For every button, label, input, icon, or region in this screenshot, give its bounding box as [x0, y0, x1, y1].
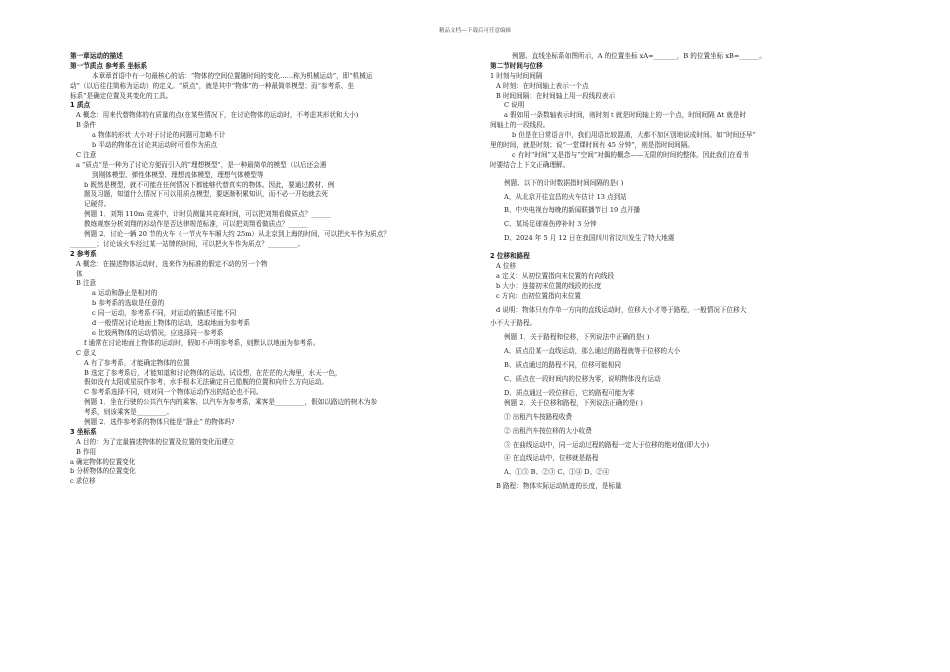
left-text-line: A 概念：用来代替物体的有质量的点(在某些情况下，在讨论物体的运动时，不考虑其形状和大小): [76, 111, 359, 120]
left-text-line: 本章章首语中有一句最核心的话：“物体的空间位置随时间的变化……称为机械运动”，即“机械运: [92, 71, 373, 80]
page-header: 精品文档---下载后可任意编辑: [439, 28, 511, 34]
spacer: [490, 171, 910, 179]
right-text-line: B 时间间隔：在时间轴上用一段线段表示: [496, 91, 616, 100]
left-text-line: A 有了参考系，才能确定物体的位置: [84, 358, 190, 367]
left-text-line: C 注意: [76, 150, 97, 159]
left-text-line: a 物体的形状 大小对于讨论的问题可忽略不计: [92, 131, 226, 140]
left-text-line: A 概念：在描述物体运动时，选来作为标准的假定不动的另一个物: [76, 259, 268, 268]
right-heading: 2 位移和路程: [490, 252, 530, 261]
left-text-line: a 确定物体的位置变化: [70, 457, 136, 466]
left-text-line: f 通常在讨论地面上物体的运动时，假如不声明参考系，则默认以地面为参考系。: [84, 338, 320, 347]
right-text-line: ④ 在直线运动中，位移就是路程: [504, 454, 599, 463]
left-text-line: 体: [76, 269, 83, 278]
left-text-line: d 一般情况讨论地面上物体的运动，选取地面为参考系: [92, 319, 250, 328]
left-text-line: b 平动的物体在讨论其运动时可看作为质点: [92, 141, 218, 150]
left-column: [70, 52, 470, 487]
left-text-line: 动”（以后往往简称为运动）的定义。“质点”，就是其中“物体”的一种最简单模型；而“参考系、坐: [70, 81, 354, 90]
right-text-line: 间轴上的一段线段。: [490, 121, 550, 130]
left-text-line: B 条件: [76, 121, 97, 130]
right-text-line: c 方向：由初位置指向末位置: [496, 291, 581, 300]
right-text-line: 例题、以下的计时数据指时间间隔的是( ): [504, 178, 624, 187]
right-text-line: B 路程：物体实际运动轨迹的长度，是标量: [496, 482, 622, 491]
left-text-line: 题及习题，知道什么情况下可以用质点模型，要逐渐积累知识，而不必一开始就去死: [84, 190, 328, 199]
left-text-line: 例题 2．选作参考系的物体只能是“静止” 的物体吗?: [84, 417, 235, 426]
left-text-line: a 运动和静止是相对的: [92, 289, 158, 298]
left-text-line: 考系，则该乘客是_________。: [84, 408, 174, 417]
left-text-line: b 参考系的选取是任意的: [92, 299, 165, 308]
right-text-line: C、某场足球赛伤停补时 3 分钟: [504, 220, 597, 229]
left-text-line: 例题 1．坐在行驶的公共汽车内的乘客，以汽车为参考系，乘客是_________，假如以路边的树木为参: [84, 398, 378, 407]
left-text-line: B 选定了参考系后，才能知道和讨论物体的运动。试设想，在茫茫的大海里，水天一色，: [84, 368, 342, 377]
right-text-line: b 大小：连接初末位置的线段的长度: [496, 281, 602, 290]
left-text-line: a “质点”是一种为了讨论方便而引入的“理想模型”，是一种最简单的模型（以后还会遇: [76, 160, 327, 169]
left-text-line: c 同一运动，参考系不同，对运动的描述可能不同: [92, 309, 237, 318]
right-text-line: A、①③ B、②③ C、①④ D、②④: [504, 468, 610, 477]
left-text-line: 到刚体模型、弹性体模型、理想流体模型，理想气体模型等: [92, 170, 264, 179]
right-text-line: A 时刻：在时间轴上表示一个点: [496, 81, 589, 90]
spacer: [490, 244, 910, 252]
right-column: [490, 52, 910, 492]
right-text-line: C、质点在一段时间内的位移为零，说明物体没有运动: [504, 375, 661, 384]
left-heading: 1 质点: [70, 101, 91, 110]
left-text-line: ________；讨论该火车经过某一站牌的时间，可以把火车作为质点？_________。: [70, 239, 305, 248]
left-text-line: b 既然是模型，就不可能在任何情况下都能够代替真实的物体。因此，要通过教材、例: [84, 180, 335, 189]
left-text-line: 记硬背。: [84, 200, 111, 209]
right-text-line: 时要结合上下文正确理解。: [490, 160, 570, 169]
left-text-line: B 注意: [76, 279, 97, 288]
right-text-line: ① 出租汽车按路程收费: [504, 412, 573, 421]
left-heading: 2 参考系: [70, 249, 97, 258]
right-text-line: D、2024 年 5 月 12 日在我国四川省汶川发生了特大地震: [504, 234, 675, 243]
left-text-line: C 意义: [76, 348, 97, 357]
left-text-line: 教练观察分析刘翔的衫动作是否达律规范标准，可以把刘翔看做质点？______: [84, 220, 309, 229]
left-text-line: C 参考系选择不同，则对同一个物体运动作出的结论也不同。: [84, 388, 263, 397]
right-text-line: d 说明：物体只有作单一方向的直线运动时，位移大小才等于路程，一般情况下位移大: [496, 305, 747, 314]
right-text-line: A、质点沿某一直线运动，那么通过的路程就等于位移的大小: [504, 347, 681, 356]
right-text-line: B、质点通过的路程不同，位移可能相同: [504, 361, 621, 370]
left-text-line: e 比较两物体的运动情况，应选择同一参考系: [92, 328, 224, 337]
right-text-line: 1 时刻与时间间隔: [490, 71, 543, 80]
right-text-line: ② 出租汽车按位移的大小收费: [504, 426, 592, 435]
right-text-line: ③ 在曲线运动中，同一运动过程的路程一定大于位移的绝对值(即大小): [504, 440, 710, 449]
right-text-line: B、中央电视台每晚的新闻联播节目 19 点开播: [504, 206, 641, 215]
left-text-line: 标系”是确定位置及其变化的工具。: [70, 91, 173, 100]
right-text-line: b 但是在日常语言中，我们用语比较混淆，大都不加区别地说成时间。如“时间还早”: [512, 131, 756, 140]
left-text-line: b 分析物体的位置变化: [70, 467, 136, 476]
right-text-line: a 定义：从初位置指向末位置的有向线段: [496, 271, 615, 280]
right-text-line: A 位移: [496, 262, 517, 271]
right-text-line: c 有时“时间”又是指与“空间”对偶的概念——无限的时间的整体。因此我们在看书: [512, 150, 749, 159]
left-text-line: 假如没有太阳或星辰作参考，水手根本无法确定自己船舰的位置和向什么方向运动。: [84, 378, 328, 387]
right-text-line: 小不大于路程。: [490, 319, 537, 328]
right-text-line: 例题 1．关于路程和位移，下列说法中正确的是( ): [504, 333, 650, 342]
left-text-line: 例题 1．刘翔 110m 竞赛中，计时员测量其竞赛时间，可以把刘翔看做质点？______: [84, 210, 331, 219]
right-text-line: a 假如用一条数轴表示时间，则时刻 t 就是时间轴上的一个点，时间间隔 Δt 就是时: [504, 111, 747, 120]
right-text-line: 例题、直线坐标系如图所示，A 的位置坐标 xA=_______，B 的位置坐标 xB=______。: [512, 52, 766, 60]
right-text-line: 例题 2．关于位移和路程，下列说法正确的是( ): [504, 398, 643, 407]
right-text-line: C 说明: [504, 101, 525, 110]
left-heading: 3 坐标系: [70, 427, 97, 436]
right-heading: 第二节时间与位移: [490, 61, 543, 70]
right-text-line: D、质点通过一段位移后，它的路程可能为零: [504, 388, 635, 397]
left-text-line: A 目的：为了定量描述物体的位置及位置的变化而建立: [76, 437, 235, 446]
left-heading: 第一节质点 参考系 坐标系: [70, 61, 148, 70]
right-text-line: A、从北京开往宜昌的火车估计 13 点到站: [504, 192, 627, 201]
left-heading: 第一章运动的描述: [70, 52, 123, 60]
left-text-line: c 求位移: [70, 477, 96, 486]
right-text-line: 里的时间，就是时刻；说“一堂课时间有 45 分钟”，则是指时间间隔。: [490, 141, 694, 150]
left-text-line: B 作用: [76, 447, 97, 456]
left-text-line: 例题 2．讨论一辆 20 节的火车（一节火车车厢大约 25m）从北京到上海的时间，可以把火车作为质点？: [84, 230, 390, 239]
